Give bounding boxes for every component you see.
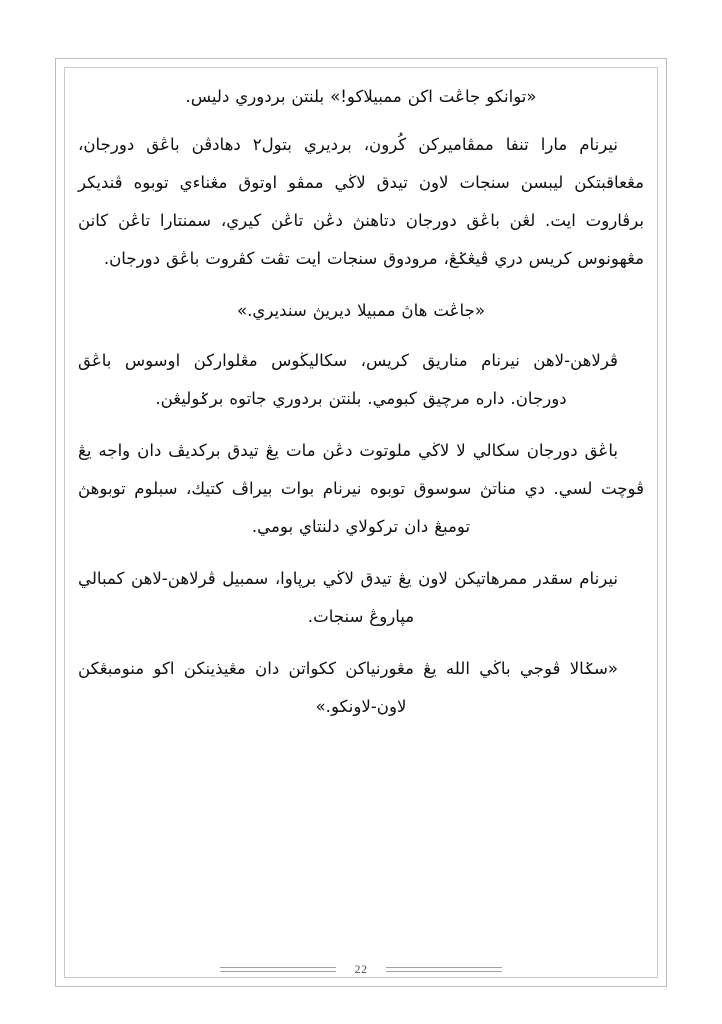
page-footer [0, 962, 722, 977]
paragraph-1: «توانكو جاڠت اكن ممبيلاكو!» بلنتن بردوري دليس. [185, 87, 537, 106]
paragraph-5: باڠق دورجان سكالي لا لاڬي ملوتوت دڠن مات يڠ تيدق بركديڤ دان واجه يڠ ڤوچت لسي. دي مناتڽ سوسوق توبوه نيرنام بوات بيراڤ كتيك، سبلوم توبوهڽ تومبڠ دان تركولاي دلنتاي بومي. [78, 441, 644, 536]
footer-rule-right-icon [386, 967, 502, 972]
paragraph-3-quote: «جاڠت هاڽ ممبيلا ديريڽ سنديري.» [236, 301, 486, 320]
paragraph-7-quote: «سݢالا ڤوجي باڬي الله يڠ مڠورنياكن ككواتن دان مڠيذينكن اكو منومبڠكن لاون-لاونكو.» [78, 659, 618, 716]
paragraph-4: ڤرلاهن-لاهن نيرنام مناريق كريس، سكاليڬوس مڠلواركن اوسوس باڠق دورجان. داره مرچيق كبومي. بلنتن بردوري جاتوه برݢوليڠن. [78, 351, 618, 408]
body-text-column [78, 78, 644, 736]
paragraph-2: نيرنام مارا تنفا ممڤاميركن كُرون، برديري بتول٢ دهادڤن باڠق دورجان، مڠعاقبتكن ليبسن سنجات لاون تيدق لاڬي ممڤو اوتوق مڠناءي توبوه ڤنديكر برڤاروت ايت. لڠن باڠق دورجان دتاهنڽ دڠن تاڠن كيري، سمنتارا تاڠن كانن مڠهونوس كريس دري ڤيڠݢڠ، مرودوق سنجات ايت تڤت كڤروت باڠق دورجان. [78, 135, 644, 268]
page-number: 22 [354, 962, 368, 976]
footer-rule-left-icon [220, 967, 336, 972]
paragraph-6: نيرنام سقدر ممرهاتيكن لاون يڠ تيدق لاڬي برڽاوا، سمبيل ڤرلاهن-لاهن كمبالي مڽاروڠ سنجات. [78, 569, 618, 626]
